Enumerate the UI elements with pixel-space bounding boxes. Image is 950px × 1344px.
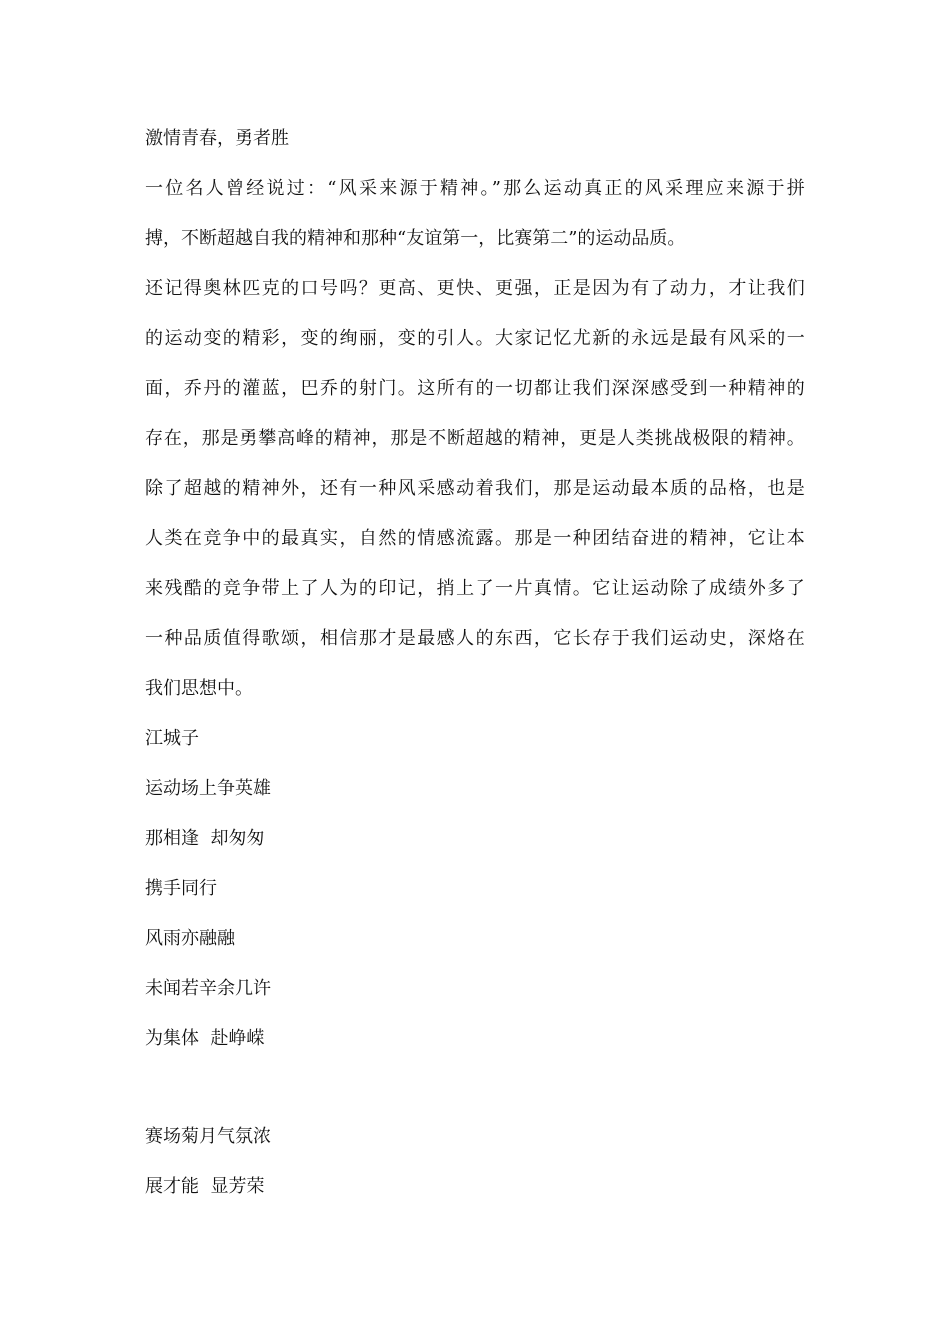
poem-line: 携手同行 [145, 878, 217, 899]
poem-line: 赛场菊月气氛浓 [145, 1126, 271, 1147]
poem-line: 风雨亦融融 [145, 928, 235, 949]
poem-line: 为集体 赴峥嵘 [145, 1028, 265, 1049]
paragraph-2-line-4: 存在，那是勇攀高峰的精神，那是不断超越的精神，更是人类挑战极限的精神。 [145, 428, 805, 449]
poem-title: 江城子 [145, 728, 199, 749]
document-title: 激情青春，勇者胜 [145, 128, 289, 149]
poem-line: 未闻若辛余几许 [145, 978, 271, 999]
paragraph-1-line-2: 搏，不断超越自我的精神和那种“友谊第一，比赛第二”的运动品质。 [145, 228, 686, 249]
paragraph-2-line-1: 还记得奥林匹克的口号吗？更高、更快、更强，正是因为有了动力，才让我们 [145, 278, 805, 299]
poem-line: 运动场上争英雄 [145, 778, 271, 799]
poem-line: 展才能 显芳荣 [145, 1176, 265, 1197]
paragraph-2-line-2: 的运动变的精彩，变的绚丽，变的引人。大家记忆尤新的永远是最有风采的一 [145, 328, 805, 349]
paragraph-2-line-8: 一种品质值得歌颂，相信那才是最感人的东西，它长存于我们运动史，深烙在 [145, 628, 805, 649]
paragraph-1-line-1: 一位名人曾经说过：“风采来源于精神。”那么运动真正的风采理应来源于拼 [145, 178, 805, 199]
poem-line: 那相逢 却匆匆 [145, 828, 265, 849]
paragraph-2-line-3: 面，乔丹的灌蓝，巴乔的射门。这所有的一切都让我们深深感受到一种精神的 [145, 378, 805, 399]
paragraph-2-line-7: 来残酷的竞争带上了人为的印记，捎上了一片真情。它让运动除了成绩外多了 [145, 578, 805, 599]
paragraph-2-line-9: 我们思想中。 [145, 678, 253, 699]
paragraph-2-line-5: 除了超越的精神外，还有一种风采感动着我们，那是运动最本质的品格，也是 [145, 478, 805, 499]
paragraph-2-line-6: 人类在竞争中的最真实，自然的情感流露。那是一种团结奋进的精神，它让本 [145, 528, 805, 549]
